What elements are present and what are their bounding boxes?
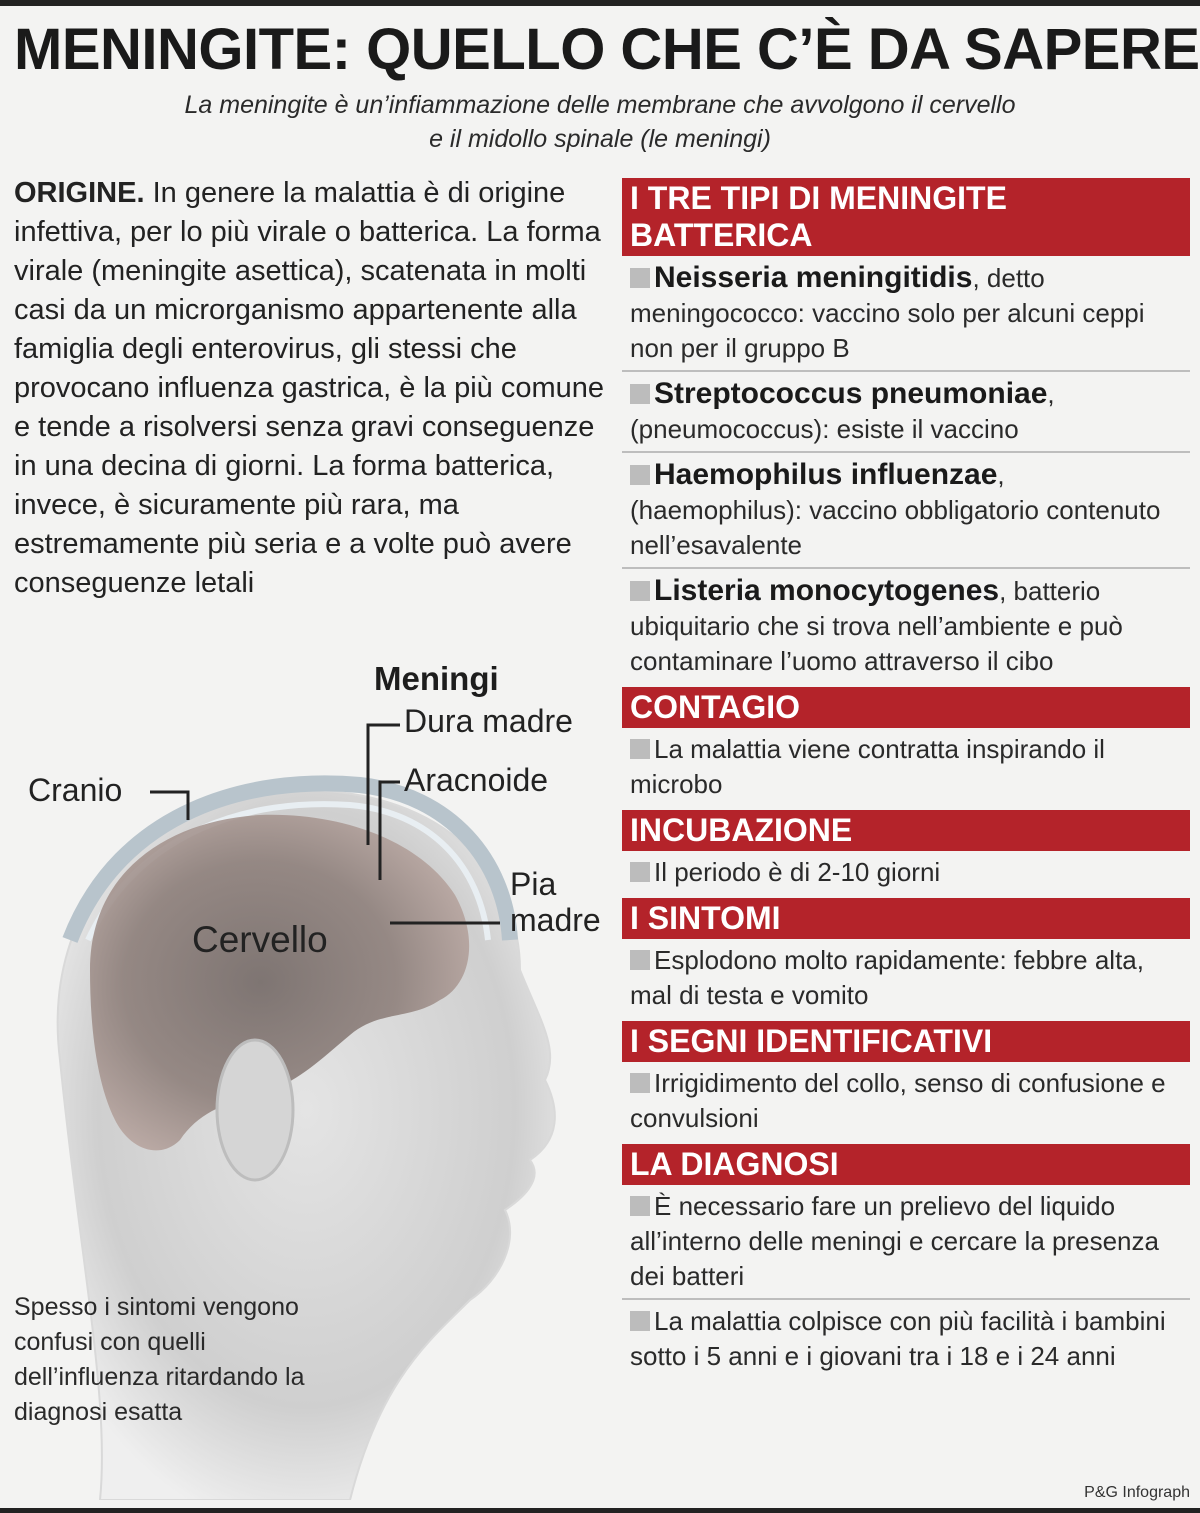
- incubazione-body: Il periodo è di 2-10 giorni: [654, 857, 941, 887]
- section-header-tipi: I TRE TIPI DI MENINGITE BATTERICA: [622, 178, 1190, 256]
- pia-label-1: Pia: [510, 866, 557, 902]
- bullet-square: [630, 465, 650, 485]
- origin-paragraph: [14, 174, 614, 603]
- diagnosi-text-1: [622, 1185, 1190, 1300]
- bullet-square: [630, 1073, 650, 1093]
- diagnosi-text-2: [622, 1300, 1190, 1378]
- section-header-contagio: CONTAGIO: [622, 687, 1190, 728]
- meningi-label: Meningi: [374, 660, 499, 697]
- bullet-square: [630, 1196, 650, 1216]
- bacterium-desc: , (pneumococcus): esiste il vaccino: [630, 379, 1055, 444]
- info-column: [622, 174, 1190, 1378]
- symptoms-note: Spesso i sintomi vengono confusi con quelli dell’influenza ritardando la diagnosi esatta: [14, 1293, 305, 1426]
- section-header-sintomi: I SINTOMI: [622, 898, 1190, 939]
- pia-label-2: madre: [510, 902, 601, 938]
- origin-text: In genere la malattia è di origine infettiva, per lo più virale o batterica. La forma virale (meningite asettica), scatenata in molti casi da un microrganismo appartenente alla famiglia degli enterovirus, gli stessi che provocano influenza gastrica, è la più comune e tende a risolversi senza gravi conseguenze in una decina di giorni. La forma batterica, invece, è sicuramente più rara, ma estremamente più seria e a volte può avere conseguenze letali: [14, 177, 605, 599]
- section-header-diagnosi: LA DIAGNOSI: [622, 1144, 1190, 1185]
- cervello-label: Cervello: [192, 919, 328, 960]
- incubazione-text: [622, 851, 1190, 894]
- section-header-segni: I SEGNI IDENTIFICATIVI: [622, 1021, 1190, 1062]
- subtitle-line-2: e il midollo spinale (le meningi): [429, 125, 771, 153]
- bullet-square: [630, 862, 650, 882]
- dura-madre-label: Dura madre: [404, 703, 573, 739]
- diagnosi-body-1: È necessario fare un prelievo del liquido all’interno delle meningi e cercare la presenza dei batteri: [630, 1191, 1159, 1291]
- list-item: [622, 372, 1190, 453]
- contagio-text: [622, 728, 1190, 806]
- subtitle-line-1: La meningite è un’infiammazione delle membrane che avvolgono il cervello: [184, 91, 1016, 119]
- segni-text: [622, 1062, 1190, 1140]
- cranio-label: Cranio: [28, 772, 123, 808]
- segni-body: Irrigidimento del collo, senso di confusione e convulsioni: [630, 1068, 1166, 1133]
- list-item: [622, 256, 1190, 372]
- contagio-body: La malattia viene contratta inspirando il microbo: [630, 734, 1105, 799]
- bullet-square: [630, 950, 650, 970]
- bacterium-desc: , batterio ubiquitario che si trova nell’ambiente e può contaminare l’uomo attraverso il cibo: [630, 576, 1123, 676]
- bullet-square: [630, 739, 650, 759]
- section-header-incubazione: INCUBAZIONE: [622, 810, 1190, 851]
- origin-label: ORIGINE.: [14, 177, 145, 209]
- bacterium-desc: , detto meningococco: vaccino solo per alcuni ceppi non per il gruppo B: [630, 263, 1145, 363]
- list-item: [622, 453, 1190, 569]
- credit: P&G Infograph: [1084, 1484, 1190, 1501]
- bullet-square: [630, 1311, 650, 1331]
- bacterium-name: Haemophilus influenzae: [654, 458, 998, 491]
- aracnoide-label: Aracnoide: [404, 762, 549, 798]
- page-title: MENINGITE: QUELLO CHE C’È DA SAPERE: [14, 17, 1200, 82]
- bacterium-name: Listeria monocytogenes: [654, 574, 1000, 607]
- bullet-square: [630, 268, 650, 288]
- bullet-square: [630, 581, 650, 601]
- ear: [217, 1040, 293, 1180]
- sintomi-text: [622, 939, 1190, 1017]
- subtitle: [40, 88, 1160, 156]
- bacterium-desc: , (haemophilus): vaccino obbligatorio contenuto nell’esavalente: [630, 460, 1161, 560]
- diagnosi-body-2: La malattia colpisce con più facilità i bambini sotto i 5 anni e i giovani tra i 18 e i 24 anni: [630, 1306, 1166, 1371]
- bottom-rule: [0, 1508, 1200, 1513]
- top-rule: [0, 0, 1200, 6]
- bullet-square: [630, 384, 650, 404]
- bacterium-name: Streptococcus pneumoniae: [654, 377, 1048, 410]
- list-item: [622, 569, 1190, 683]
- bacterium-name: Neisseria meningitidis: [654, 261, 973, 294]
- sintomi-body: Esplodono molto rapidamente: febbre alta, mal di testa e vomito: [630, 945, 1144, 1010]
